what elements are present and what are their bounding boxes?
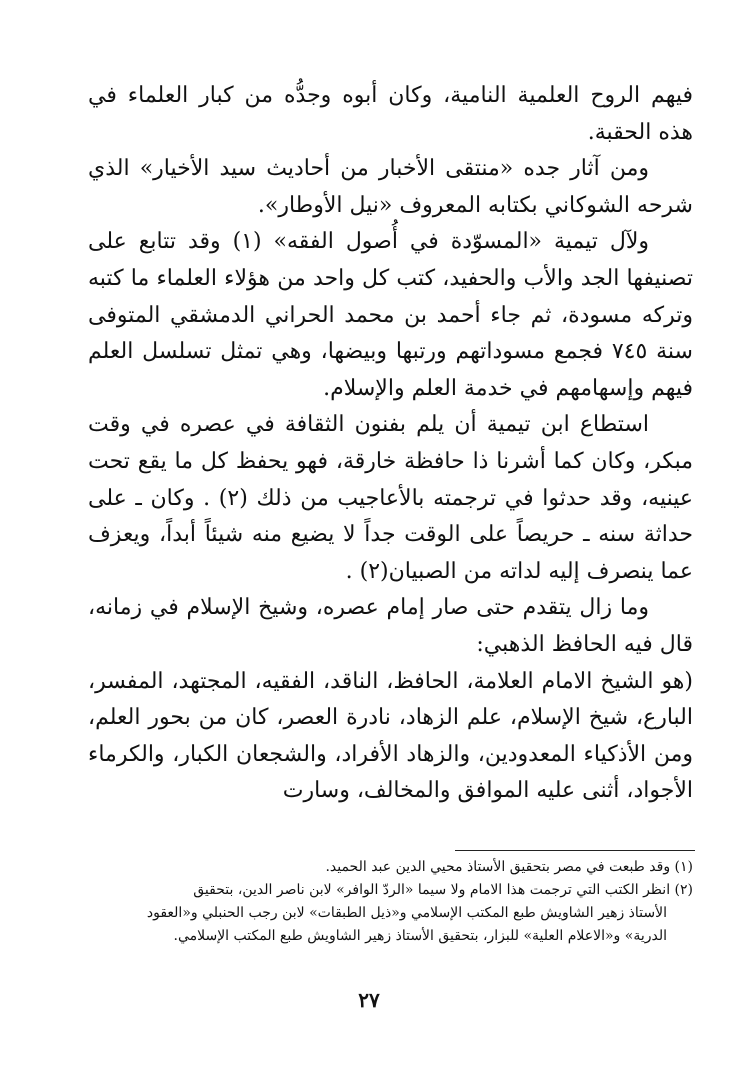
footnote-2-line-2: الأستاذ زهير الشاويش طبع المكتب الإسلامي و«ذيل الطبقات» لابن رجب الحنبلي و«العقود [146, 905, 667, 921]
paragraph-5: وما زال يتقدم حتى صار إمام عصره، وشيخ الإسلام في زمانه، قال فيه الحافظ الذهبي: [88, 595, 693, 657]
footnote-divider [455, 850, 695, 851]
footnotes [88, 856, 693, 948]
paragraph-4: استطاع ابن تيمية أن يلم بفنون الثقافة في عصره في وقت مبكر، وكان كما أشرنا ذا حافظة خارقة، فهو يحفظ كل ما يقع تحت عينيه، وقد حدثوا في ترجمته بالأعاجيب من ذلك (٢) . وكان ـ على حداثة سنه ـ حريصاً على الوقت جداً لا يضيع منه شيئاً أبداً، ويعزف عما ينصرف إليه لداته من الصبيان(٢) . [88, 412, 694, 584]
page-number: ٢٧ [358, 988, 380, 1012]
paragraph-1: فيهم الروح العلمية النامية، وكان أبوه وجدُّه من كبار العلماء في هذه الحقبة. [88, 83, 693, 145]
footnote-2-line-1: (٢) انظر الكتب التي ترجمت هذا الامام ولا سيما «الردّ الوافر» لابن ناصر الدين، بتحقيق [193, 882, 693, 898]
footnote-1: (١) وقد طبعت في مصر بتحقيق الأستاذ محيي الدين عبد الحميد. [325, 859, 693, 875]
paragraph-6-quote: (هو الشيخ الامام العلامة، الحافظ، الناقد، الفقيه، المجتهد، المفسر، البارع، شيخ الإسلام، علم الزهاد، نادرة العصر، كان من بحور العلم، ومن الأذكياء المعدودين، والزهاد الأفراد، والشجعان الكبار، والكرماء الأجواد، أثنى عليه الموافق والمخالف، وسارت [88, 668, 693, 804]
paragraph-3: ولآل تيمية «المسوّدة في أُصول الفقه» (١) وقد تتابع على تصنيفها الجد والأب والحفيد، كتب كل واحد من هؤلاء العلماء ما كتبه وتركه مسودة، ثم جاء أحمد بن محمد الحراني الدمشقي المتوفى سنة ٧٤٥ فجمع مسوداتهم ورتبها وبيضها، وهي تمثل تسلسل العلم فيهم وإسهامهم في خدمة العلم والإسلام. [88, 229, 693, 401]
page-body [88, 78, 693, 810]
main-text [88, 78, 693, 810]
paragraph-2: ومن آثار جده «منتقى الأخبار من أحاديث سيد الأخيار» الذي شرحه الشوكاني بكتابه المعروف «نيل الأوطار». [88, 156, 693, 218]
footnote-2-line-3: الدرية» و«الاعلام العلية» للبزار، بتحقيق الأستاذ زهير الشاويش طبع المكتب الإسلامي. [173, 928, 667, 944]
